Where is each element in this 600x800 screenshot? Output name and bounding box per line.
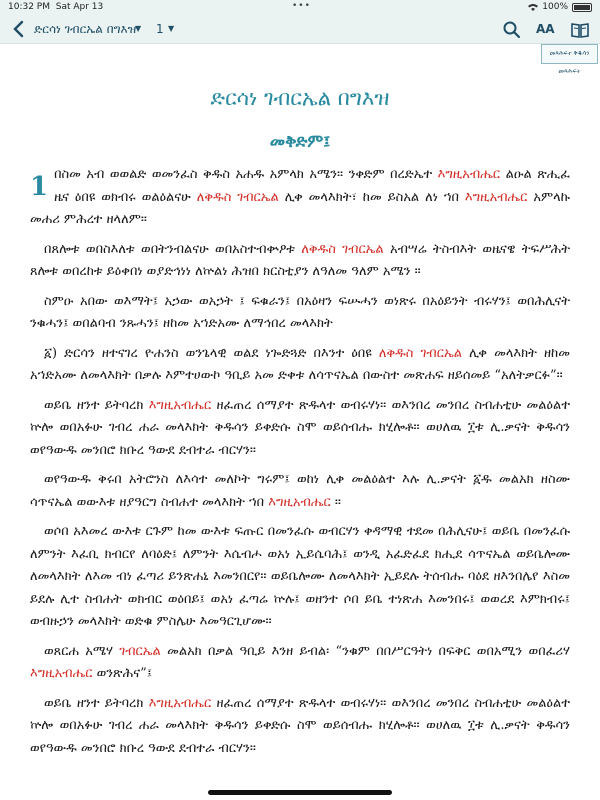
chapter-number: 1 — [30, 172, 49, 202]
highlighted-name: ለቅዱስ ገብርኤል — [378, 345, 462, 361]
highlighted-name: እግዚአብሔር — [30, 666, 93, 681]
open-book-icon[interactable] — [570, 20, 590, 40]
verse-text: ወይቤ ዘንተ ይትባረክ — [44, 695, 149, 711]
verse-text: ወየዓውዱ ቅሩበ አትሮንስ ለእሳተ መለኮት ግሩም፤ ወከነ ሊቀ መልዕልተ እሉ ሊ.ቃናት ፩ዱ መልአክ ዘስሙ ሳጥናኤል ወውእቱ ዘያዓርግ ስብሐተ መላእክት ኀበ — [30, 472, 570, 510]
verse-text: መልአክ በቃል ዓቢይ እንዘ ይብል፡ “ንቁም በበሥርዓትነ በፍቅር ወበአሚን ወበፈሪሃ — [160, 643, 570, 659]
verse-text: አምላኩ መሐሪ ምሕረተ ዘላለም፡፡ — [30, 189, 570, 227]
verse-paragraph[interactable] — [30, 164, 570, 232]
section-title: መቅድም፤ — [269, 132, 331, 152]
verse-text: ሊቀ መላእክት ዘከመ አኀድአሙ ለመላእክት በቃሉ እምተሀውኮ ዓቢይ አመ ድቀቱ ለሳጥናኤል በውስተ መጽሐፍ ዘይሰመይ “አለትቃርፉ”። — [30, 345, 570, 383]
verse-text: ወንጽሕና”፤ — [92, 666, 153, 681]
status-bar — [0, 0, 600, 14]
verse-text: በጸሎቱ ወበስእለቱ ወበትንብልናሁ ወበአስተብቍዖቱ — [44, 241, 302, 257]
verse-text: ወጸርሐ አሜሃ — [44, 643, 120, 659]
status-right — [528, 2, 592, 12]
verse-paragraph[interactable] — [30, 239, 570, 284]
verse-text: ልዑል ጽሒፈ ዜና ዕበዩ ወክብሩ ወልዕልናሁ — [54, 167, 570, 205]
chapter-selector[interactable]: 1 — [156, 22, 164, 36]
highlighted-name: እግዚአብሔር — [148, 397, 212, 413]
back-chevron-icon[interactable] — [10, 19, 30, 39]
verse-text: ዘፈጠረ ሰማያተ ጽዱላተ ወብሩሃነ። ወእንበረ መንበረ ስብሐቲሁ መልዕልተ ኵሎ ወበአፉሁ ገብረ ሐራ መላእክት ቅዱሳን ይቀድሱ ስሞ ወይሰብሑ ክሂሎቶ። ወሀለዉ ፲ቱ ሊ.ቃናት ቅዱሳን ወየዓውዱ መንበሮ ክቡረ ዓውደ ደብተራ ብርሃን። — [30, 397, 570, 458]
battery-percent: 100% — [542, 2, 568, 12]
verse-paragraph[interactable] — [30, 641, 570, 686]
home-indicator[interactable] — [208, 790, 392, 795]
verse-text: ። — [330, 494, 341, 510]
verse-paragraph[interactable] — [30, 395, 570, 463]
book-selector[interactable]: ድርሳነ ገብርኤል በግእዝ — [34, 22, 137, 36]
multitask-dots-icon[interactable]: ••• — [292, 1, 311, 11]
verse-text: ወይቤ ዘንተ ይትባረክ — [44, 397, 149, 413]
verse-list — [30, 164, 570, 760]
chapter-dropdown-icon[interactable]: ▼ — [168, 24, 175, 33]
verse-paragraph[interactable] — [30, 291, 570, 336]
highlighted-name: ገብርኤል — [119, 643, 161, 659]
highlighted-name: ለቅዱስ ገብርኤል — [301, 241, 384, 257]
reading-pane — [30, 78, 570, 767]
verse-paragraph[interactable] — [30, 693, 570, 761]
book-tab-button[interactable]: መጻሕፍተ ቅዱሳን መጻሕፍት — [541, 44, 598, 64]
book-title: ድርሳነ ገብርኤል በግእዝ — [210, 86, 390, 110]
navigation-bar — [0, 14, 600, 44]
book-dropdown-icon[interactable]: ▼ — [135, 24, 142, 33]
verse-text: ፩) ድርሳን ዘተናገረ ዮሐንስ ወንጌላዊ ወልደ ነጐድጓድ በእንተ ዕበዩ — [44, 345, 379, 361]
battery-icon — [572, 3, 592, 12]
status-time: 10:32 PM Sat Apr 13 — [8, 2, 104, 12]
highlighted-name: ለቅዱስ ገብርኤል — [196, 189, 279, 205]
verse-text: አብሣሬ ትስብእት ወዜናዌ ትፍሥሕት ጸሎቱ ወበረከቱ ይዕቀበነ ወያድኅነነ ለኵልነ ሕዝበ ክርስቲያን ለዓለመ ዓለም አሜን ። — [30, 241, 570, 279]
highlighted-name: እግዚአብሔር — [437, 167, 501, 182]
verse-text: ዘፈጠረ ሰማያተ ጽዱላተ ወብሩሃነ። ወእንበረ መንበረ ስብሐቲሁ መልዕልተ ኵሎ ወበአፉሁ ገብረ ሐራ መላእክት ቅዱሳን ይቀድሱ ስሞ ወይሰብሑ ክሂሎቶ። ወሀለዉ ፲ቱ ሊ.ቃናት ቅዱሳን ወየዓውዱ መንበሮ ክቡረ ዓውደ ደብተራ ብርሃን። — [30, 695, 570, 756]
verse-text: ወሶበ አእመረ ውእቱ ርጉም ከመ ውእቱ ፍጡር በመንፈሱ ወብርሃን ቀዳማዊ ተደመ በሕሊናሁ፤ ወይቤ በመንፈሱ ለምንት እፈቢ ክብርየ ለባዕድ፤ ለምንት እሴብሖ ወአነ ኢይሴባሕ፤ ወንዲ አፈድፈደ ክሒደ ሳጥናኤል ወይቤሎሙ ለመላእክት ለእመ ብነ ፈጣሪ ይንጽሐኒ እመንበርየ። ወይቤሎሙ ለመላእክት ኢይደሉ ትሰብሑ ባዕደ ዘእንበሌየ እስመ ይደሉ ሊተ ስብሐት ወክብር ወዕበይ፤ ወአነ ፈጣሬ ኵሉ፤ ወዘንተ ሶበ ይቤ ተነጽሐ እመንበሩ፤ ወወረደ እምክብሩ፤ ወብዙኃን መላእክት ወድቁ ምስሌሁ እመዓርጊሆሙ። — [30, 524, 570, 629]
wifi-icon — [528, 3, 538, 11]
verse-text: በስመ አብ ወወልድ ወመንፈስ ቅዱስ አሐዱ አምላክ አሜን። ንቀድም በረድኤተ — [54, 167, 438, 182]
highlighted-name: እግዚአብሔር — [268, 494, 331, 510]
font-size-button[interactable]: AA — [536, 22, 555, 36]
highlighted-name: እግዚአብሔር — [464, 189, 528, 205]
verse-text: ስምዑ አበው ወእማት፤ አኃው ወአኃት ፤ ፍቁራን፤ በአዕዛን ፍሡሓን ወነጽሩ በአዕይንት ብሩሃን፤ ወበሕሊናት ንቁሓን፤ ወበልባብ ንጹሓን፤ ዘከመ አኀድአሙ ለማኅበረ መላእክት — [30, 293, 570, 331]
search-icon[interactable] — [502, 20, 522, 40]
verse-paragraph[interactable] — [30, 469, 570, 514]
verse-paragraph[interactable] — [30, 343, 570, 388]
verse-paragraph[interactable] — [30, 521, 570, 634]
highlighted-name: እግዚአብሔር — [148, 695, 212, 711]
verse-text: ሊቀ መላእክት፣ ከመ ይስአል ለነ ኀበ — [278, 189, 465, 205]
